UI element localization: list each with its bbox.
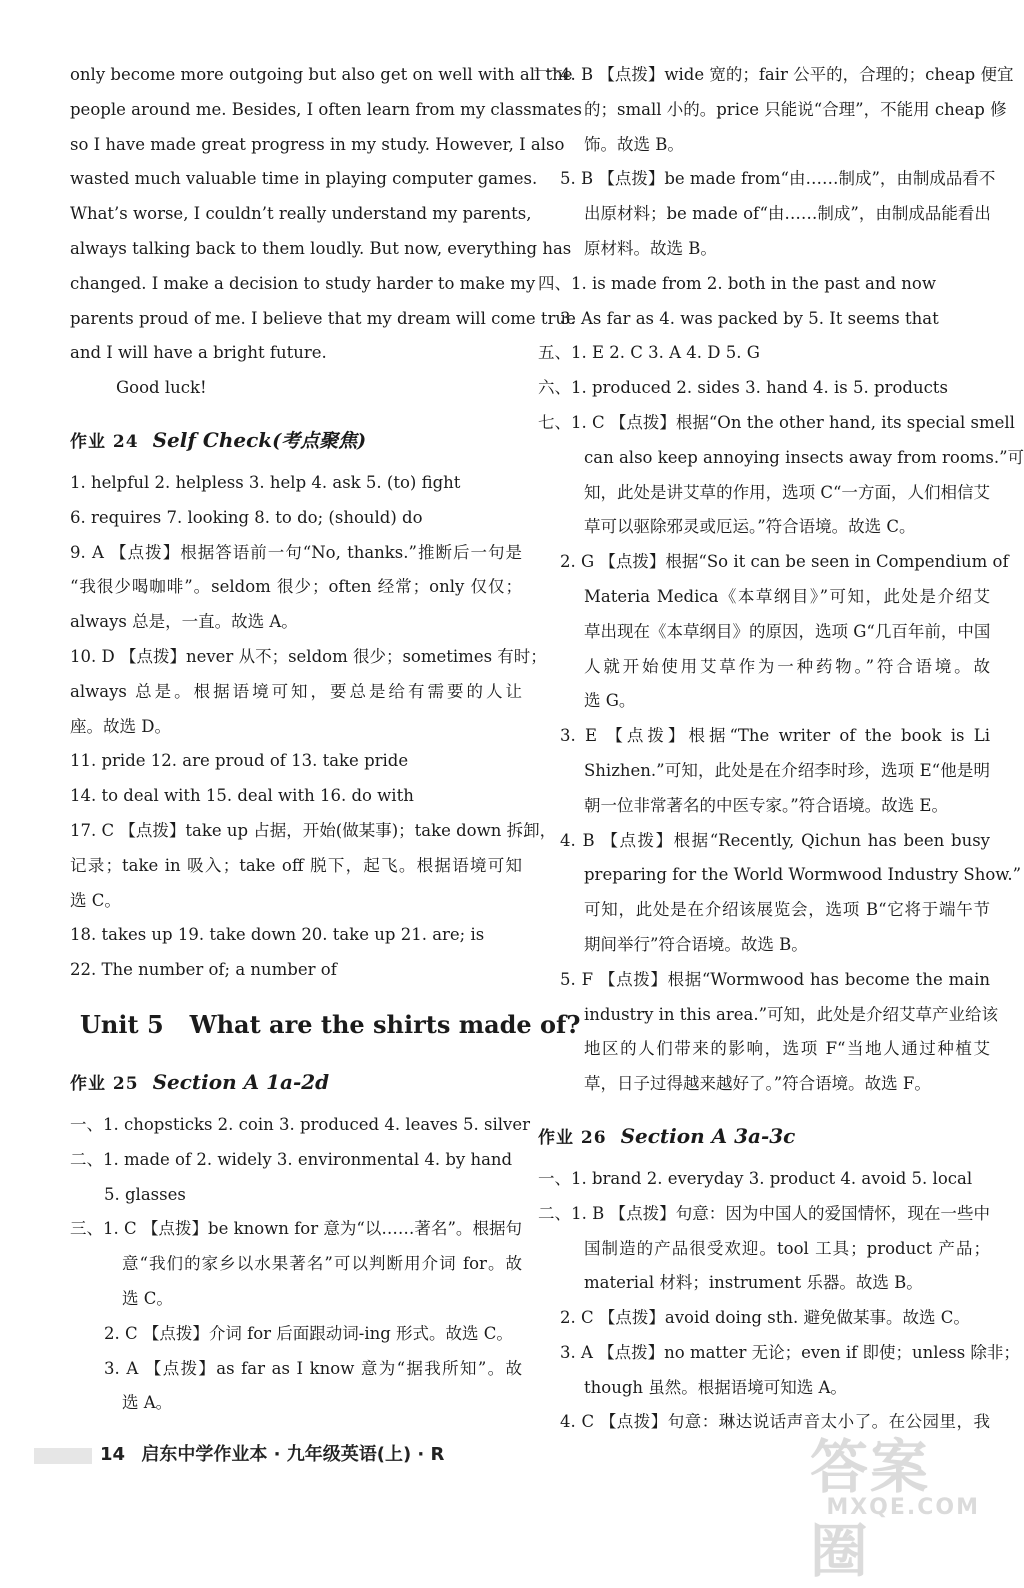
text-line: changed. I make a decision to study harder to make my <box>70 273 536 293</box>
page-number: 14 <box>100 1444 126 1465</box>
text-line: 饰。故选 B。 <box>584 134 684 154</box>
text-line: industry in this area.”可知，此处是介绍艾草产业给该 <box>584 1004 999 1024</box>
text-line: parents proud of me. I believe that my dream will come true <box>70 308 576 328</box>
text-line: 出原材料；be made of“由……制成”，由制成品能看出 <box>584 204 991 224</box>
text-line: 18. takes up 19. take down 20. take up 21. are; is <box>70 925 485 945</box>
text-line: can also keep annoying insects away from rooms.”可 <box>584 447 1024 467</box>
text-line: 六、1. produced 2. sides 3. hand 4. is 5. products <box>538 378 948 398</box>
text-line: 11. pride 12. are proud of 13. take pride <box>70 751 409 771</box>
text-line: though 虽然。根据语境可知选 A。 <box>584 1377 847 1397</box>
watermark-text: 答案圈 <box>810 1433 931 1585</box>
section-title: Self Check <box>152 427 273 452</box>
text-line: 5. B 【点拨】be made from“由……制成”，由制成品看不 <box>560 169 996 189</box>
text-line: 选 C。 <box>122 1288 173 1308</box>
section-heading <box>70 1062 522 1102</box>
text-line: 的；small 小的。price 只能说“合理”，不能用 cheap 修 <box>584 99 1007 119</box>
text-line: 三、1. C 【点拨】be known for 意为“以……著名”。根据句 <box>70 1219 522 1239</box>
text-line: 3. As far as 4. was packed by 5. It seems that <box>560 308 939 328</box>
homework-number: 作业 24 <box>70 431 139 452</box>
text-line: 2. C 【点拨】介词 for 后面跟动词-ing 形式。故选 C。 <box>104 1323 513 1343</box>
text-line: 五、1. E 2. C 3. A 4. D 5. G <box>538 343 760 363</box>
text-line: and I will have a bright future. <box>70 343 327 363</box>
text-line: “我很少喝咖啡”。seldom 很少；often 经常；only 仅仅； <box>70 577 522 597</box>
text-line: 二、1. made of 2. widely 3. environmental 4. by hand <box>70 1149 513 1169</box>
text-line: 一、1. brand 2. everyday 3. product 4. avoid 5. local <box>538 1168 973 1188</box>
text-line: 1. helpful 2. helpless 3. help 4. ask 5. (to) fight <box>70 472 461 492</box>
text-line: always 总是。根据语境可知，要总是给有需要的人让 <box>70 681 522 701</box>
text-line: people around me. Besides, I often learn from my classmates <box>70 99 583 119</box>
text-line: only become more outgoing but also get on well with all the <box>70 65 573 84</box>
text-line: wasted much valuable time in playing computer games. <box>70 169 538 189</box>
unit-title: What are the shirts made of? <box>189 1009 581 1039</box>
text-line: 10. D 【点拨】never 从不；seldom 很少；sometimes 有时； <box>70 646 547 666</box>
text-line: 草可以驱除邪灵或厄运。”符合语境。故选 C。 <box>584 517 916 537</box>
text-line: 17. C 【点拨】take up 占据，开始(做某事)；take down 拆卸， <box>70 820 557 840</box>
text-line: 记录；take in 吸入；take off 脱下，起飞。根据语境可知 <box>70 855 522 875</box>
homework-number: 作业 25 <box>70 1073 139 1094</box>
text-line: 4. B 【点拨】wide 宽的；fair 公平的，合理的；cheap 便宜 <box>560 65 1014 84</box>
watermark-url: MXQE.COM <box>826 1495 980 1520</box>
text-line: 七、1. C 【点拨】根据“On the other hand, its special smell <box>538 412 1015 432</box>
text-line: 4. B 【点拨】根据“Recently, Qichun has been busy <box>560 830 990 850</box>
text-line: 9. A 【点拨】根据答语前一句“No, thanks.”推断后一句是 <box>70 542 522 562</box>
text-line: 3. A 【点拨】as far as I know 意为“据我所知”。故 <box>104 1358 522 1378</box>
text-line: material 材料；instrument 乐器。故选 B。 <box>584 1273 923 1293</box>
text-line: 选 A。 <box>122 1393 173 1413</box>
text-line: 人就开始使用艾草作为一种药物。”符合语境。故 <box>584 656 990 676</box>
text-line: 国制造的产品很受欢迎。tool 工具；product 产品； <box>584 1238 990 1258</box>
homework-number: 作业 26 <box>538 1127 607 1148</box>
text-line: 原材料。故选 B。 <box>584 238 717 258</box>
section-heading <box>538 1116 990 1156</box>
text-line: 期间举行”符合语境。故选 B。 <box>584 934 808 954</box>
text-line: What’s worse, I couldn’t really understand my parents, <box>70 204 532 224</box>
unit-heading <box>80 1002 581 1048</box>
text-line: 草出现在《本草纲目》的原因，选项 G“几百年前，中国 <box>584 621 991 641</box>
text-line: 座。故选 D。 <box>70 716 171 736</box>
text-line: 3. E 【点拨】根据“The writer of the book is Li <box>560 726 990 746</box>
text-line: 草，日子过得越来越好了。”符合语境。故选 F。 <box>584 1074 931 1094</box>
text-line: Good luck! <box>116 378 207 398</box>
text-line: 选 C。 <box>70 890 121 910</box>
text-line: 2. C 【点拨】avoid doing sth. 避免做某事。故选 C。 <box>560 1308 970 1328</box>
text-line: 知，此处是讲艾草的作用，选项 C“一方面，人们相信艾 <box>584 482 990 502</box>
text-line: 3. A 【点拨】no matter 无论；even if 即使；unless 除非； <box>560 1342 1020 1362</box>
text-line: 意“我们的家乡以水果著名”可以判断用介词 for。故 <box>122 1254 522 1274</box>
text-line: 一、1. chopsticks 2. coin 3. produced 4. leaves 5. silver <box>70 1114 531 1134</box>
text-line: 四、1. is made from 2. both in the past and now <box>538 273 936 293</box>
text-line: 二、1. B 【点拨】句意：因为中国人的爱国情怀，现在一些中 <box>538 1203 990 1223</box>
text-line: 朝一位非常著名的中医专家。”符合语境。故选 E。 <box>584 795 948 815</box>
book-title: 启东中学作业本 · 九年级英语(上) · R <box>141 1444 445 1465</box>
right-column <box>538 58 1024 1440</box>
text-line: always 总是，一直。故选 A。 <box>70 612 298 632</box>
text-line: 14. to deal with 15. deal with 16. do with <box>70 786 414 806</box>
text-line: Materia Medica《本草纲目》”可知，此处是介绍艾 <box>584 586 990 606</box>
text-line: 6. requires 7. looking 8. to do; (should) do <box>70 507 423 527</box>
text-line: so I have made great progress in my study. However, I also <box>70 134 565 154</box>
text-line: always talking back to them loudly. But now, everything has <box>70 238 572 258</box>
unit-number: Unit 5 <box>80 1009 164 1039</box>
text-line: Shizhen.”可知，此处是在介绍李时珍，选项 E“他是明 <box>584 760 990 780</box>
footer-bar <box>34 1448 92 1464</box>
text-line: 22. The number of; a number of <box>70 960 337 980</box>
text-line: 5. glasses <box>104 1184 186 1204</box>
page-footer <box>100 1438 444 1472</box>
text-line: 选 G。 <box>584 691 636 711</box>
section-subtitle: (考点聚焦) <box>272 429 367 452</box>
section-title: Section A 1a-2d <box>152 1069 330 1094</box>
text-line: 地区的人们带来的影响，选项 F“当地人通过种植艾 <box>584 1039 990 1059</box>
text-line: 4. C 【点拨】句意：琳达说话声音太小了。在公园里，我 <box>560 1412 990 1432</box>
section-title: Section A 3a-3c <box>620 1123 796 1148</box>
section-heading <box>70 420 522 460</box>
text-line: preparing for the World Wormwood Industry Show.” <box>584 865 1022 885</box>
text-line: 5. F 【点拨】根据“Wormwood has become the main <box>560 969 990 989</box>
text-line: 可知，此处是在介绍该展览会，选项 B“它将于端午节 <box>584 900 990 920</box>
text-line: 2. G 【点拨】根据“So it can be seen in Compendium of <box>560 552 1009 572</box>
watermark-logo <box>810 1420 1000 1585</box>
